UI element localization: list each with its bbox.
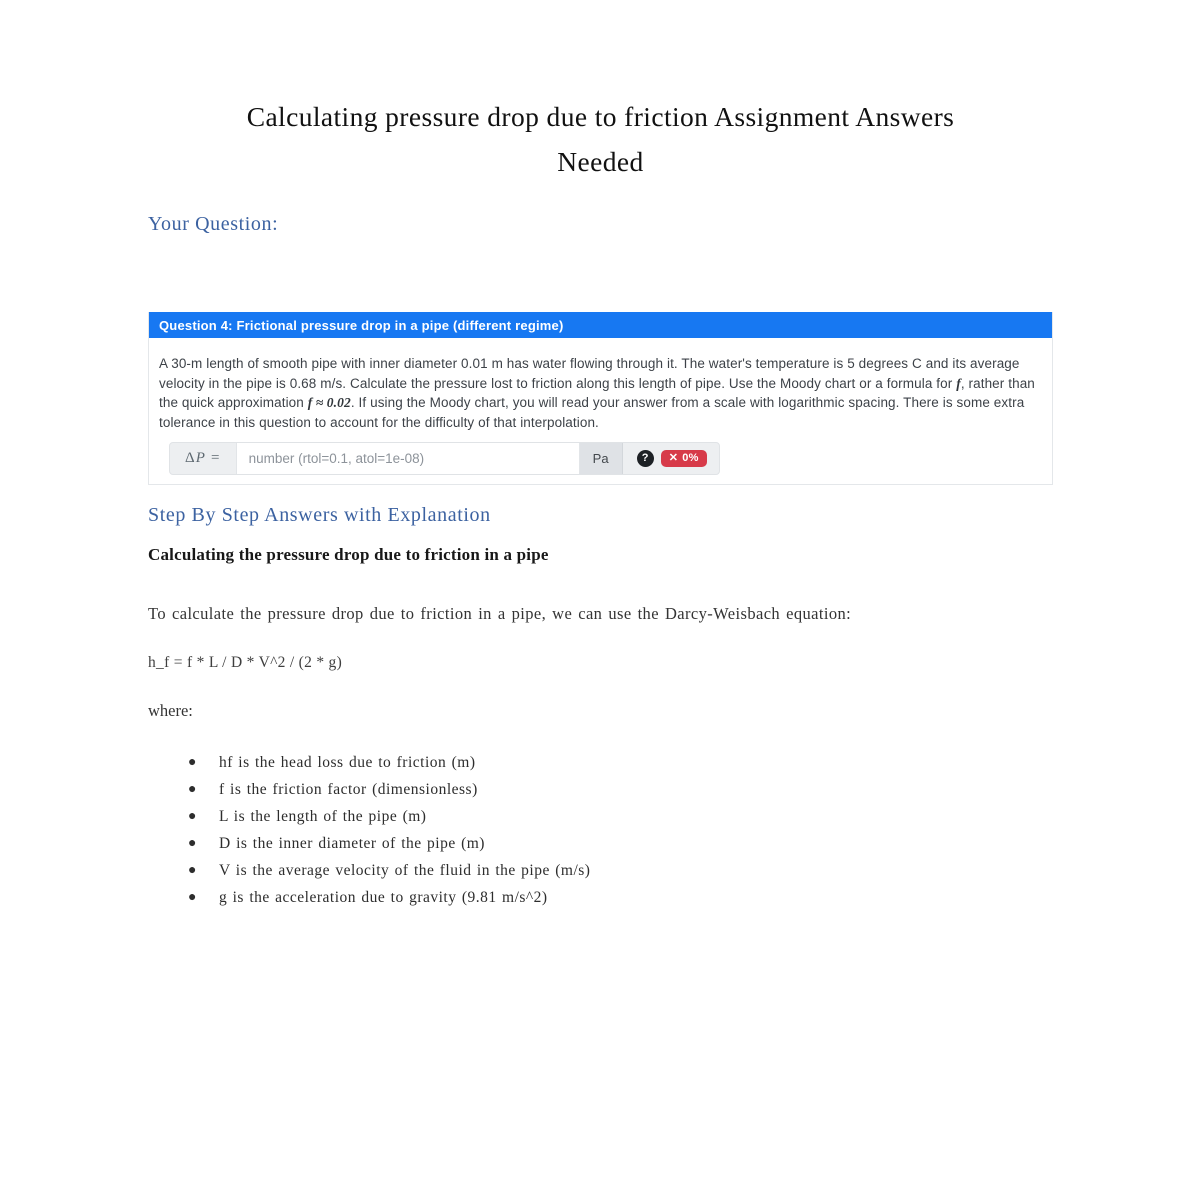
question-text-part1: A 30-m length of smooth pipe with inner diameter 0.01 m has water flowing through it. The water's temperature is 5 degrees C and its average velocity in the pipe is 0.68 m/s. Calculate the pressure lost to friction along this length of pipe. Use the Moody chart or a formula for <box>159 356 1020 391</box>
list-item-text: hf is the head loss due to friction (m) <box>219 754 476 771</box>
delta-symbol: Δ <box>185 449 195 466</box>
list-item <box>188 776 1053 803</box>
explanation-intro: To calculate the pressure drop due to friction in a pipe, we can use the Darcy-Weisbach equation: <box>148 604 852 623</box>
question-text-part2: , rather than the quick approximation <box>159 375 1035 410</box>
score-badge <box>661 450 707 467</box>
list-item-text: L is the length of the pipe (m) <box>219 808 427 825</box>
list-item <box>188 884 1053 911</box>
page-title-line2: Needed <box>557 146 644 177</box>
list-item <box>188 803 1053 830</box>
step-by-step-heading: Step By Step Answers with Explanation <box>148 504 491 526</box>
where-label: where: <box>148 701 193 720</box>
bullet-icon: ● <box>188 863 197 878</box>
question-card <box>148 312 1053 485</box>
question-card-header: Question 4: Frictional pressure drop in a pipe (different regime) <box>149 312 1052 338</box>
darcy-weisbach-formula: h_f = f * L / D * V^2 / (2 * g) <box>148 654 343 671</box>
equals-sign: = <box>211 449 220 466</box>
bullet-icon: ● <box>188 890 197 905</box>
delta-p-label <box>170 443 236 474</box>
list-item <box>188 749 1053 776</box>
score-percent: 0% <box>682 452 699 464</box>
list-item-text: g is the acceleration due to gravity (9.81 m/s^2) <box>219 889 548 906</box>
list-item <box>188 857 1053 884</box>
pressure-answer-input[interactable] <box>236 443 580 474</box>
page-title-line1: Calculating pressure drop due to friction Assignment Answers <box>246 101 955 132</box>
pressure-variable: P <box>195 449 206 466</box>
your-question-heading: Your Question: <box>148 213 279 235</box>
bullet-icon: ● <box>188 755 197 770</box>
list-item-text: V is the average velocity of the fluid in the pipe (m/s) <box>219 862 591 879</box>
explanation-subheading: Calculating the pressure drop due to friction in a pipe <box>148 545 549 564</box>
unit-addon: Pa <box>580 443 623 474</box>
variable-definitions-list <box>148 749 1053 911</box>
help-icon[interactable]: ? <box>637 450 654 467</box>
question-text-part3: . If using the Moody chart, you will read your answer from a scale with logarithmic spacing. There is some extra tolerance in this question to account for the difficulty of that interpolation. <box>159 395 1025 430</box>
x-mark-icon: ✕ <box>668 452 679 464</box>
question-math-approx: f ≈ 0.02 <box>307 395 351 410</box>
bullet-icon: ● <box>188 809 197 824</box>
question-math-f: f <box>956 375 961 391</box>
question-card-body <box>149 338 1052 484</box>
list-item-text: D is the inner diameter of the pipe (m) <box>219 835 485 852</box>
document-content <box>148 0 1053 911</box>
page-title <box>148 94 1053 184</box>
answer-status <box>623 443 719 474</box>
answer-input-row <box>169 442 720 475</box>
list-item-text: f is the friction factor (dimensionless) <box>219 781 478 798</box>
bullet-icon: ● <box>188 836 197 851</box>
list-item <box>188 830 1053 857</box>
bullet-icon: ● <box>188 782 197 797</box>
